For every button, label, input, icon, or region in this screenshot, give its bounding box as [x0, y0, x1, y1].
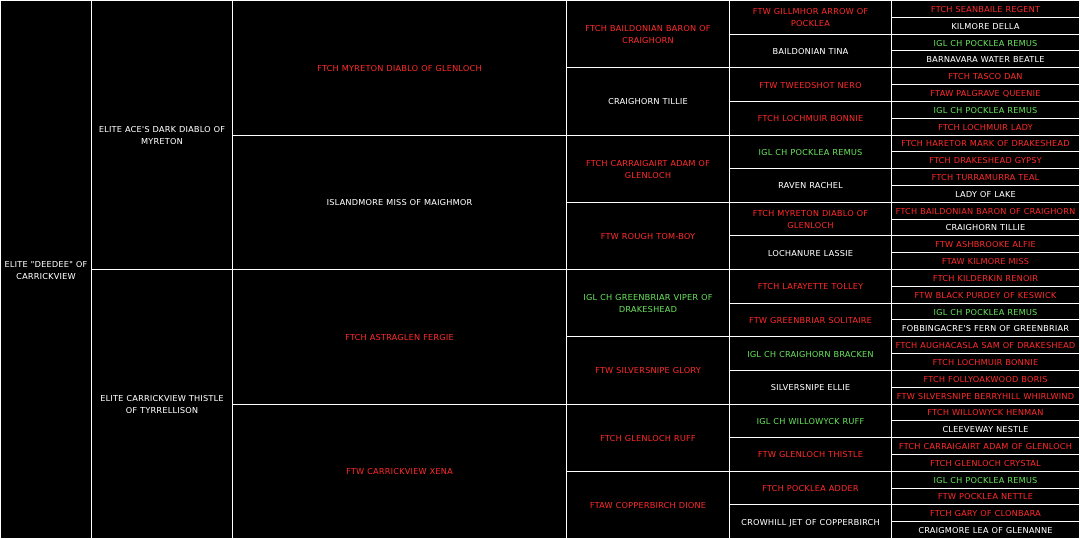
gen4-ancestor-cell: FTW GILLMHOR ARROW OF POCKLEA: [730, 1, 892, 35]
grandparent-cell: ISLANDMORE MISS OF MAIGHMOR: [233, 135, 567, 270]
gen5-ancestor-cell: BARNAVARA WATER BEATLE: [892, 51, 1080, 68]
gen4-ancestor-cell: FTCH MYRETON DIABLO OF GLENLOCH: [730, 202, 892, 236]
gen5-ancestor-cell: FTW POCKLEA NETTLE: [892, 488, 1080, 505]
gen4-ancestor-cell: IGL CH WILLOWYCK RUFF: [730, 404, 892, 438]
gen4-ancestor-cell: BAILDONIAN TINA: [730, 34, 892, 68]
great-grandparent-cell: FTAW COPPERBIRCH DIONE: [567, 471, 730, 538]
great-grandparent-cell: FTCH BAILDONIAN BARON OF CRAIGHORN: [567, 1, 730, 68]
pedigree-row: [1, 1, 1080, 18]
gen5-ancestor-cell: FTW ASHBROOKE ALFIE: [892, 236, 1080, 253]
gen4-ancestor-cell: SILVERSNIPE ELLIE: [730, 370, 892, 404]
gen4-ancestor-cell: IGL CH POCKLEA REMUS: [730, 135, 892, 169]
gen5-ancestor-cell: FTCH BAILDONIAN BARON OF CRAIGHORN: [892, 202, 1080, 219]
gen4-ancestor-cell: IGL CH CRAIGHORN BRACKEN: [730, 337, 892, 371]
gen4-ancestor-cell: FTCH POCKLEA ADDER: [730, 471, 892, 505]
gen5-ancestor-cell: IGL CH POCKLEA REMUS: [892, 303, 1080, 320]
gen5-ancestor-cell: FTCH TASCO DAN: [892, 68, 1080, 85]
grandparent-cell: FTW CARRICKVIEW XENA: [233, 404, 567, 539]
subject-cell: ELITE "DEEDEE" OF CARRICKVIEW: [1, 1, 92, 539]
gen5-ancestor-cell: FTCH SEANBAILE REGENT: [892, 1, 1080, 18]
gen4-ancestor-cell: FTW GLENLOCH THISTLE: [730, 438, 892, 472]
gen5-ancestor-cell: KILMORE DELLA: [892, 17, 1080, 34]
gen5-ancestor-cell: FTCH LOCHMUIR LADY: [892, 118, 1080, 135]
gen4-ancestor-cell: FTCH LOCHMUIR BONNIE: [730, 101, 892, 135]
gen4-ancestor-cell: RAVEN RACHEL: [730, 169, 892, 203]
great-grandparent-cell: FTCH CARRAIGAIRT ADAM OF GLENLOCH: [567, 135, 730, 202]
gen5-ancestor-cell: FTCH GLENLOCH CRYSTAL: [892, 454, 1080, 471]
gen5-ancestor-cell: IGL CH POCKLEA REMUS: [892, 101, 1080, 118]
gen5-ancestor-cell: FOBBINGACRE'S FERN OF GREENBRIAR: [892, 320, 1080, 337]
great-grandparent-cell: FTW ROUGH TOM-BOY: [567, 202, 730, 269]
gen5-ancestor-cell: FTCH GARY OF CLONBARA: [892, 505, 1080, 522]
gen5-ancestor-cell: FTAW KILMORE MISS: [892, 253, 1080, 270]
great-grandparent-cell: FTCH GLENLOCH RUFF: [567, 404, 730, 471]
gen5-ancestor-cell: FTCH DRAKESHEAD GYPSY: [892, 152, 1080, 169]
gen4-ancestor-cell: CROWHILL JET OF COPPERBIRCH: [730, 505, 892, 539]
sire-dam-cell: ELITE CARRICKVIEW THISTLE OF TYRRELLISON: [92, 270, 233, 539]
gen4-ancestor-cell: FTW GREENBRIAR SOLITAIRE: [730, 303, 892, 337]
great-grandparent-cell: FTW SILVERSNIPE GLORY: [567, 337, 730, 404]
gen5-ancestor-cell: IGL CH POCKLEA REMUS: [892, 471, 1080, 488]
gen4-ancestor-cell: FTW TWEEDSHOT NERO: [730, 68, 892, 102]
gen5-ancestor-cell: FTW SILVERSNIPE BERRYHILL WHIRLWIND: [892, 387, 1080, 404]
grandparent-cell: FTCH ASTRAGLEN FERGIE: [233, 270, 567, 405]
sire-dam-cell: ELITE ACE'S DARK DIABLO OF MYRETON: [92, 1, 233, 270]
gen5-ancestor-cell: FTCH WILLOWYCK HENMAN: [892, 404, 1080, 421]
gen5-ancestor-cell: CRAIGHORN TILLIE: [892, 219, 1080, 236]
gen4-ancestor-cell: FTCH LAFAYETTE TOLLEY: [730, 270, 892, 304]
gen5-ancestor-cell: CRAIGMORE LEA OF GLENANNE: [892, 522, 1080, 539]
gen5-ancestor-cell: FTCH TURRAMURRA TEAL: [892, 169, 1080, 186]
gen5-ancestor-cell: IGL CH POCKLEA REMUS: [892, 34, 1080, 51]
gen5-ancestor-cell: LADY OF LAKE: [892, 185, 1080, 202]
gen5-ancestor-cell: CLEEVEWAY NESTLE: [892, 421, 1080, 438]
gen5-ancestor-cell: FTCH AUGHACASLA SAM OF DRAKESHEAD: [892, 337, 1080, 354]
grandparent-cell: FTCH MYRETON DIABLO OF GLENLOCH: [233, 1, 567, 136]
great-grandparent-cell: IGL CH GREENBRIAR VIPER OF DRAKESHEAD: [567, 270, 730, 337]
gen5-ancestor-cell: FTCH CARRAIGAIRT ADAM OF GLENLOCH: [892, 438, 1080, 455]
pedigree-row: [1, 270, 1080, 287]
gen5-ancestor-cell: FTCH KILDERKIN RENOIR: [892, 270, 1080, 287]
pedigree-body: [1, 1, 1080, 539]
great-grandparent-cell: CRAIGHORN TILLIE: [567, 68, 730, 135]
gen4-ancestor-cell: LOCHANURE LASSIE: [730, 236, 892, 270]
gen5-ancestor-cell: FTAW PALGRAVE QUEENIE: [892, 85, 1080, 102]
gen5-ancestor-cell: FTCH FOLLYOAKWOOD BORIS: [892, 370, 1080, 387]
gen5-ancestor-cell: FTCH LOCHMUIR BONNIE: [892, 354, 1080, 371]
gen5-ancestor-cell: FTW BLACK PURDEY OF KESWICK: [892, 286, 1080, 303]
gen5-ancestor-cell: FTCH HARETOR MARK OF DRAKESHEAD: [892, 135, 1080, 152]
